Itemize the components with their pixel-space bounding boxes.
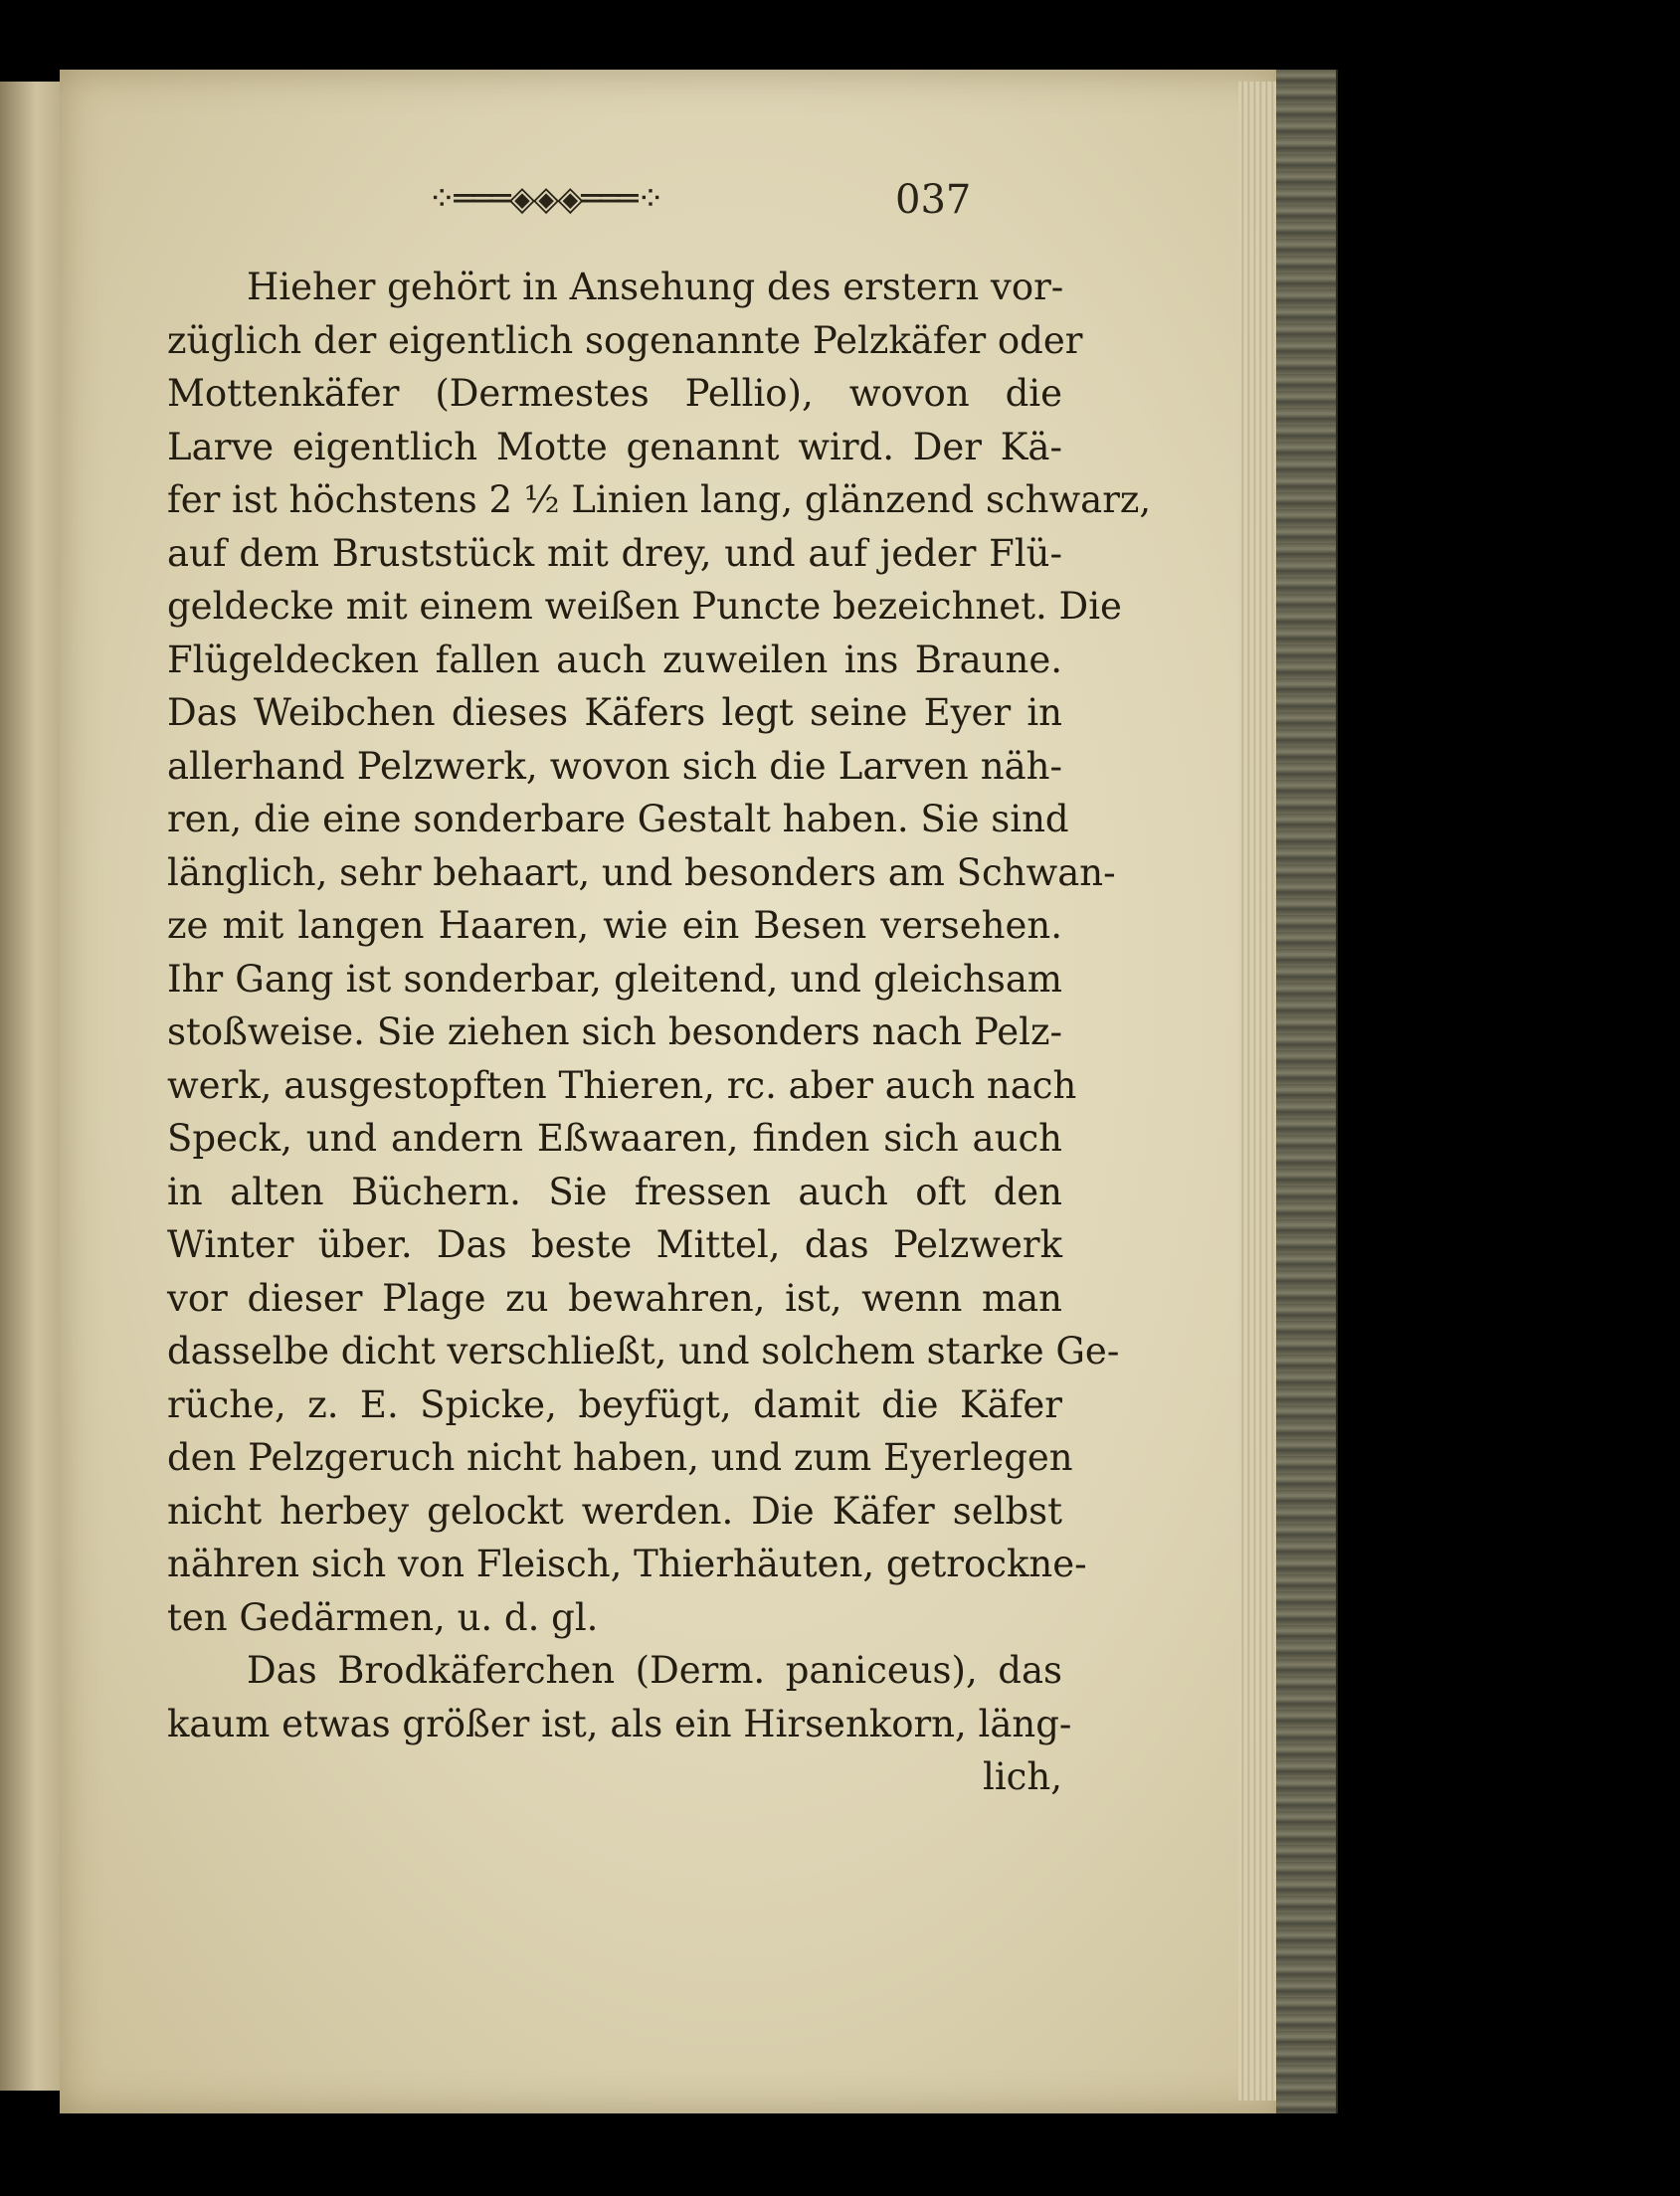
text-line: den Pelzgeruch nicht haben, und zum Eyerlegen (167, 1436, 1073, 1479)
page-number: 037 (895, 177, 972, 223)
text-line: vor dieser Plage zu bewahren, ist, wenn man (167, 1276, 1062, 1320)
text-line: stoßweise. Sie ziehen sich besonders nach Pelz- (167, 1010, 1062, 1053)
text-line: auf dem Bruststück mit drey, und auf jeder Flü- (167, 531, 1062, 575)
page-stack-edge (1238, 82, 1276, 2101)
text-line: Winter über. Das beste Mittel, das Pelzwerk (167, 1223, 1062, 1266)
header-ornament: ⁘═══◈◈◈═══⁘ (428, 179, 663, 219)
text-line: nähren sich von Fleisch, Thierhäuten, getrockne- (167, 1543, 1087, 1585)
text-line: Ihr Gang ist sonderbar, gleitend, und gleichsam (167, 957, 1062, 1001)
text-line: nicht herbey gelockt werden. Die Käfer selbst (167, 1489, 1062, 1533)
text-line: züglich der eigentlich sogenannte Pelzkäfer oder (167, 318, 1083, 362)
text-line: Flügeldecken fallen auch zuweilen ins Braune. (167, 638, 1062, 681)
text-line: Das Brodkäferchen (Derm. paniceus), das (247, 1649, 1062, 1692)
text-line: ten Gedärmen, u. d. gl. (167, 1595, 599, 1639)
text-line: lich, (983, 1755, 1062, 1798)
text-line: Mottenkäfer (Dermestes Pellio), wovon die (167, 372, 1062, 415)
body-text (167, 261, 1152, 1804)
text-line: Speck, und andern Eßwaaren, finden sich auch (167, 1117, 1062, 1160)
text-line: ren, die eine sonderbare Gestalt haben. Sie sind (167, 798, 1069, 840)
text-line: in alten Büchern. Sie fressen auch oft den (167, 1170, 1062, 1213)
left-page-edge (0, 82, 66, 2091)
text-line: ze mit langen Haaren, wie ein Besen versehen. (167, 904, 1062, 947)
text-line: Larve eigentlich Motte genannt wird. Der Kä- (167, 425, 1062, 468)
text-line: dasselbe dicht verschließt, und solchem starke Ge- (167, 1330, 1120, 1372)
text-line: kaum etwas größer ist, als ein Hirsenkorn, läng- (167, 1702, 1072, 1745)
text-line: rüche, z. E. Spicke, beyfügt, damit die Käfer (167, 1382, 1062, 1426)
text-line: fer ist höchstens 2 ½ Linien lang, glänzend schwarz, (167, 478, 1152, 521)
text-line: werk, ausgestopften Thieren, rc. aber auch nach (167, 1063, 1077, 1107)
text-line: geldecke mit einem weißen Puncte bezeichnet. Die (167, 585, 1122, 628)
text-line: Hieher gehört in Ansehung des erstern vor- (247, 266, 1064, 308)
text-line: länglich, sehr behaart, und besonders am Schwan- (167, 850, 1116, 894)
text-line: allerhand Pelzwerk, wovon sich die Larven näh- (167, 744, 1062, 788)
text-line: Das Weibchen dieses Käfers legt seine Eyer in (167, 691, 1062, 734)
book-cover (1276, 70, 1338, 2113)
